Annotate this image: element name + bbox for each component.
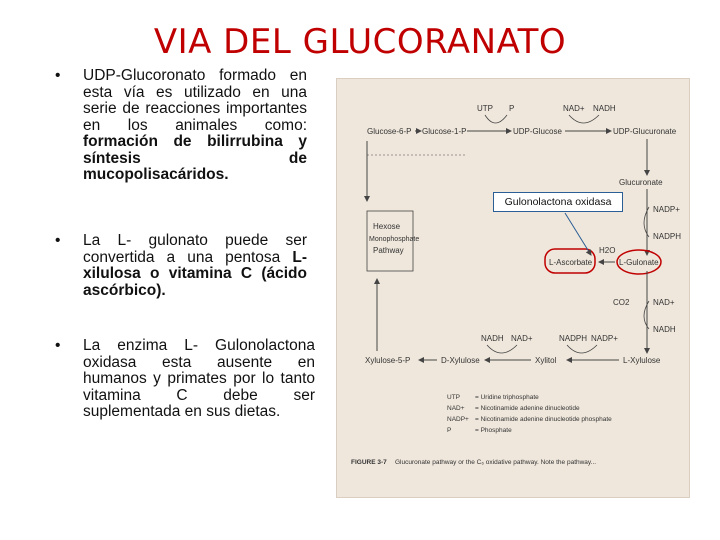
curve-nad [569, 115, 599, 123]
hexose-line-3: Pathway [373, 246, 404, 255]
cofactor-nadph: NADPH [653, 232, 682, 241]
bullet-2-bold: L-xilulosa o vitamina C (ácido ascórbico). [83, 248, 307, 299]
legend [447, 394, 612, 434]
bullet-1-text: UDP-Glucoronato formado en esta vía es utilizado en una serie de reacciones importantes en los animales como: [83, 67, 307, 134]
node-lxylulose: L-Xylulose [623, 356, 661, 365]
legend-abbr-2: NAD+ [447, 405, 465, 412]
legend-desc-2: = Nicotinamide adenine dinucleotide [475, 405, 580, 412]
cofactor-nadh-bottom: NADH [481, 334, 504, 343]
bullet-dot: • [55, 67, 61, 84]
node-glucose1p: Glucose-1-P [422, 127, 467, 136]
node-xylitol: Xylitol [535, 356, 557, 365]
legend-desc-1: = Uridine triphosphate [475, 394, 539, 401]
cofactor-utp: UTP [477, 104, 493, 113]
enzyme-callout: Gulonolactona oxidasa [493, 192, 623, 212]
curve-nadh-bottom [487, 345, 517, 353]
figure-caption-text: Glucuronate pathway or the C₆ oxidative pathway. Note the pathway... [395, 459, 597, 466]
curve-nadph-bottom [567, 345, 597, 353]
slide-title: VIA DEL GLUCORANATO [153, 22, 567, 62]
bullet-dot: • [55, 337, 61, 354]
cofactor-nad-right: NAD+ [653, 298, 675, 307]
legend-abbr-3: NADP+ [447, 416, 469, 423]
node-dxylulose: D-Xylulose [441, 356, 480, 365]
legend-desc-4: = Phosphate [475, 427, 512, 434]
bullet-3-text: La enzima L- Gulonolactona oxidasa esta ausente en humanos y primates por lo tanto vitamina C debe ser suplementada en sus dietas. [83, 337, 315, 420]
node-lgulonate: L-Gulonate [619, 258, 659, 267]
node-udpglucose: UDP-Glucose [513, 127, 562, 136]
bullet-1-bold: formación de bilirrubina y síntesis de mucopolisacáridos. [83, 133, 307, 183]
cofactor-co2: CO2 [613, 298, 630, 307]
cofactor-nadp-bottom: NADP+ [591, 334, 618, 343]
cofactor-p: P [509, 104, 515, 113]
cofactor-nadh-right: NADH [653, 325, 676, 334]
cofactor-nadh: NADH [593, 104, 616, 113]
legend-desc-3: = Nicotinamide adenine dinucleotide phosphate [475, 416, 612, 423]
node-glucuronate: Glucuronate [619, 178, 663, 187]
node-xylulose5p: Xylulose-5-P [365, 356, 411, 365]
bullet-item-1 [55, 68, 307, 184]
node-udpglucuronate: UDP-Glucuronate [613, 127, 677, 136]
bullet-item-2 [55, 233, 307, 299]
cofactor-nadph-bottom: NADPH [559, 334, 588, 343]
legend-abbr-1: UTP [447, 394, 460, 401]
bullet-2-text: La L- gulonato puede ser convertida a una pentosa [83, 232, 307, 266]
curve-utp [485, 115, 507, 123]
cofactor-nad: NAD+ [563, 104, 585, 113]
cofactor-nadp: NADP+ [653, 205, 680, 214]
glucuronate-pathway-figure [336, 78, 690, 498]
bullet-item-3 [55, 338, 315, 421]
hexose-line-2: Monophosphate [369, 236, 420, 243]
cofactor-nad-bottom: NAD+ [511, 334, 533, 343]
figure-caption-label: FIGURE 3-7 [351, 459, 387, 466]
cofactor-h2o: H2O [599, 246, 616, 255]
legend-abbr-4: P [447, 427, 452, 434]
hexose-line-1: Hexose [373, 222, 401, 231]
node-lascorbate: L-Ascorbate [549, 258, 593, 267]
bullet-dot: • [55, 232, 61, 249]
node-glucose6p: Glucose-6-P [367, 127, 412, 136]
